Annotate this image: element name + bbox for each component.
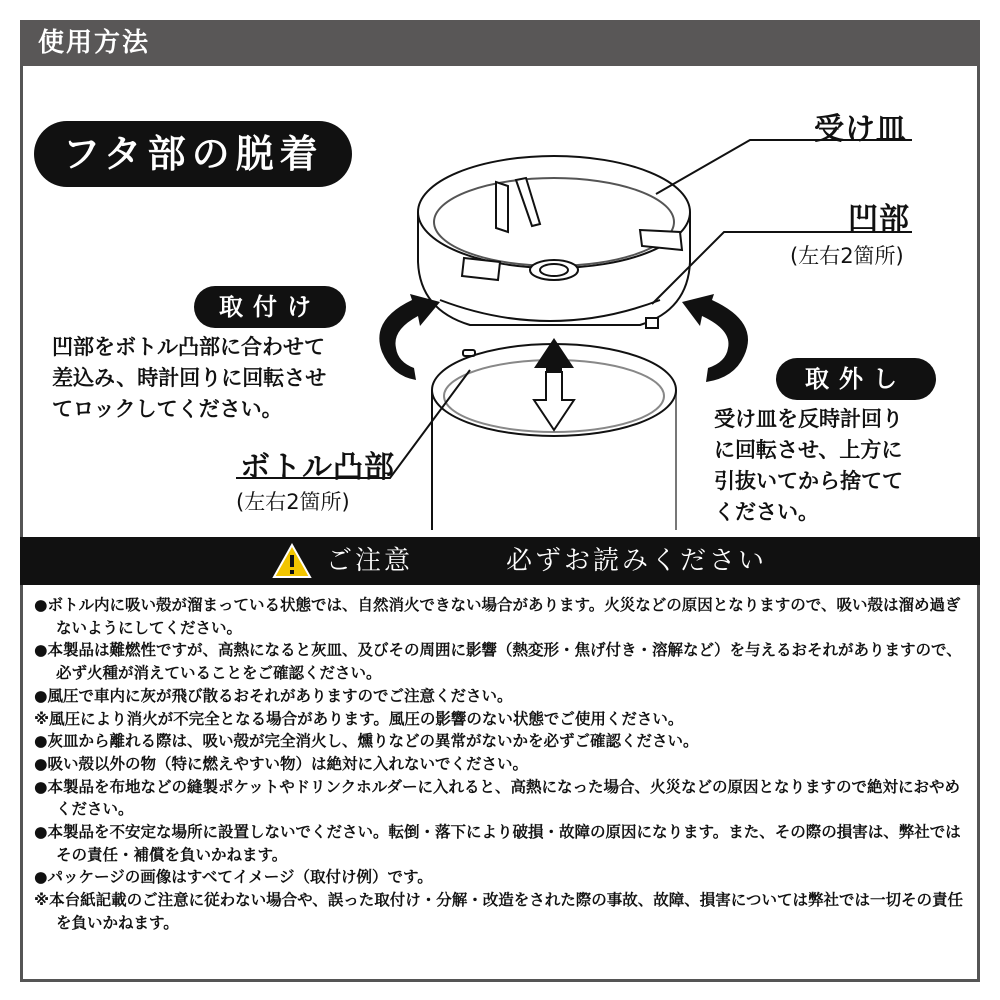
- note-item: ※風圧により消火が不完全となる場合があります。風圧の影響のない状態でご使用ください。: [34, 709, 684, 728]
- attach-text: [52, 332, 326, 425]
- caution-banner: [20, 537, 980, 585]
- note-item: ●吸い殻以外の物（特に燃えやすい物）は絶対に入れないでください。: [34, 754, 529, 773]
- note-item: ●本製品を布地などの縫製ポケットやドリンクホルダーに入れると、高熱になった場合、火災などの原因となりますので絶対におやめください。: [34, 777, 961, 819]
- section-heading: フタ部の脱着: [34, 121, 352, 187]
- note-item: ●パッケージの画像はすべてイメージ（取付け例）です。: [34, 868, 433, 887]
- counterclockwise-arrow-icon: [682, 294, 748, 382]
- note-item: ●ボトル内に吸い殻が溜まっている状態では、自然消火できない場合があります。火災などの原因となりますので、吸い殻は溜め過ぎないようにしてください。: [34, 596, 961, 637]
- attach-line-2: 差込み、時計回りに回転させ: [52, 366, 327, 390]
- detach-text: [714, 404, 903, 528]
- note-item: ※本台紙記載のご注意に従わない場合や、誤った取付け・分解・改造をされた際の事故、故障、損害については弊社では一切その責任を負いかねます。: [34, 891, 963, 932]
- note-item: ●本製品を不安定な場所に設置しないでください。転倒・落下により破損・故障の原因になります。また、その際の損害は、弊社ではその責任・補償を負いかねます。: [34, 823, 961, 864]
- detach-heading: 取外し: [776, 358, 936, 400]
- tray-label: 受け皿: [814, 112, 907, 147]
- clockwise-arrow-icon: [379, 294, 440, 380]
- tray-illustration: [418, 156, 690, 328]
- page-title: 使用方法: [20, 20, 980, 66]
- attach-line-1: 凹部をボトル凸部に合わせて: [52, 335, 325, 359]
- detach-line-3: 引抜いてから捨てて: [714, 469, 903, 493]
- detach-line-2: に回転させ、上方に: [714, 438, 903, 462]
- bottle-bump-note: (左右2箇所): [236, 490, 350, 514]
- note-item: ●風圧で車内に灰が飛び散るおそれがありますのでご注意ください。: [34, 686, 513, 705]
- warning-triangle-icon: [272, 543, 312, 579]
- note-item: ●本製品は難燃性ですが、高熱になると灰皿、及びその周囲に影響（熱変形・焦げ付き・溶解など）を与えるおそれがありますので、必ず火種が消えていることをご確認ください。: [34, 641, 962, 683]
- bottle-bump-label: ボトル凸部: [240, 450, 395, 485]
- note-item: ●灰皿から離れる際は、吸い殻が完全消火し、燻りなどの異常がないかを必ずご確認ください。: [34, 732, 699, 751]
- caution-subtitle: 必ずお読みください: [506, 546, 768, 576]
- caution-notes: [34, 594, 970, 935]
- detach-line-4: ください。: [714, 500, 819, 524]
- attach-heading: 取付け: [194, 286, 346, 328]
- recess-label: 凹部: [848, 202, 910, 237]
- up-down-arrow-icon: [534, 338, 574, 430]
- recess-note: (左右2箇所): [790, 244, 904, 268]
- detach-line-1: 受け皿を反時計回り: [714, 407, 903, 431]
- attach-line-3: てロックしてください。: [52, 397, 283, 421]
- caution-title: ご注意: [326, 546, 414, 576]
